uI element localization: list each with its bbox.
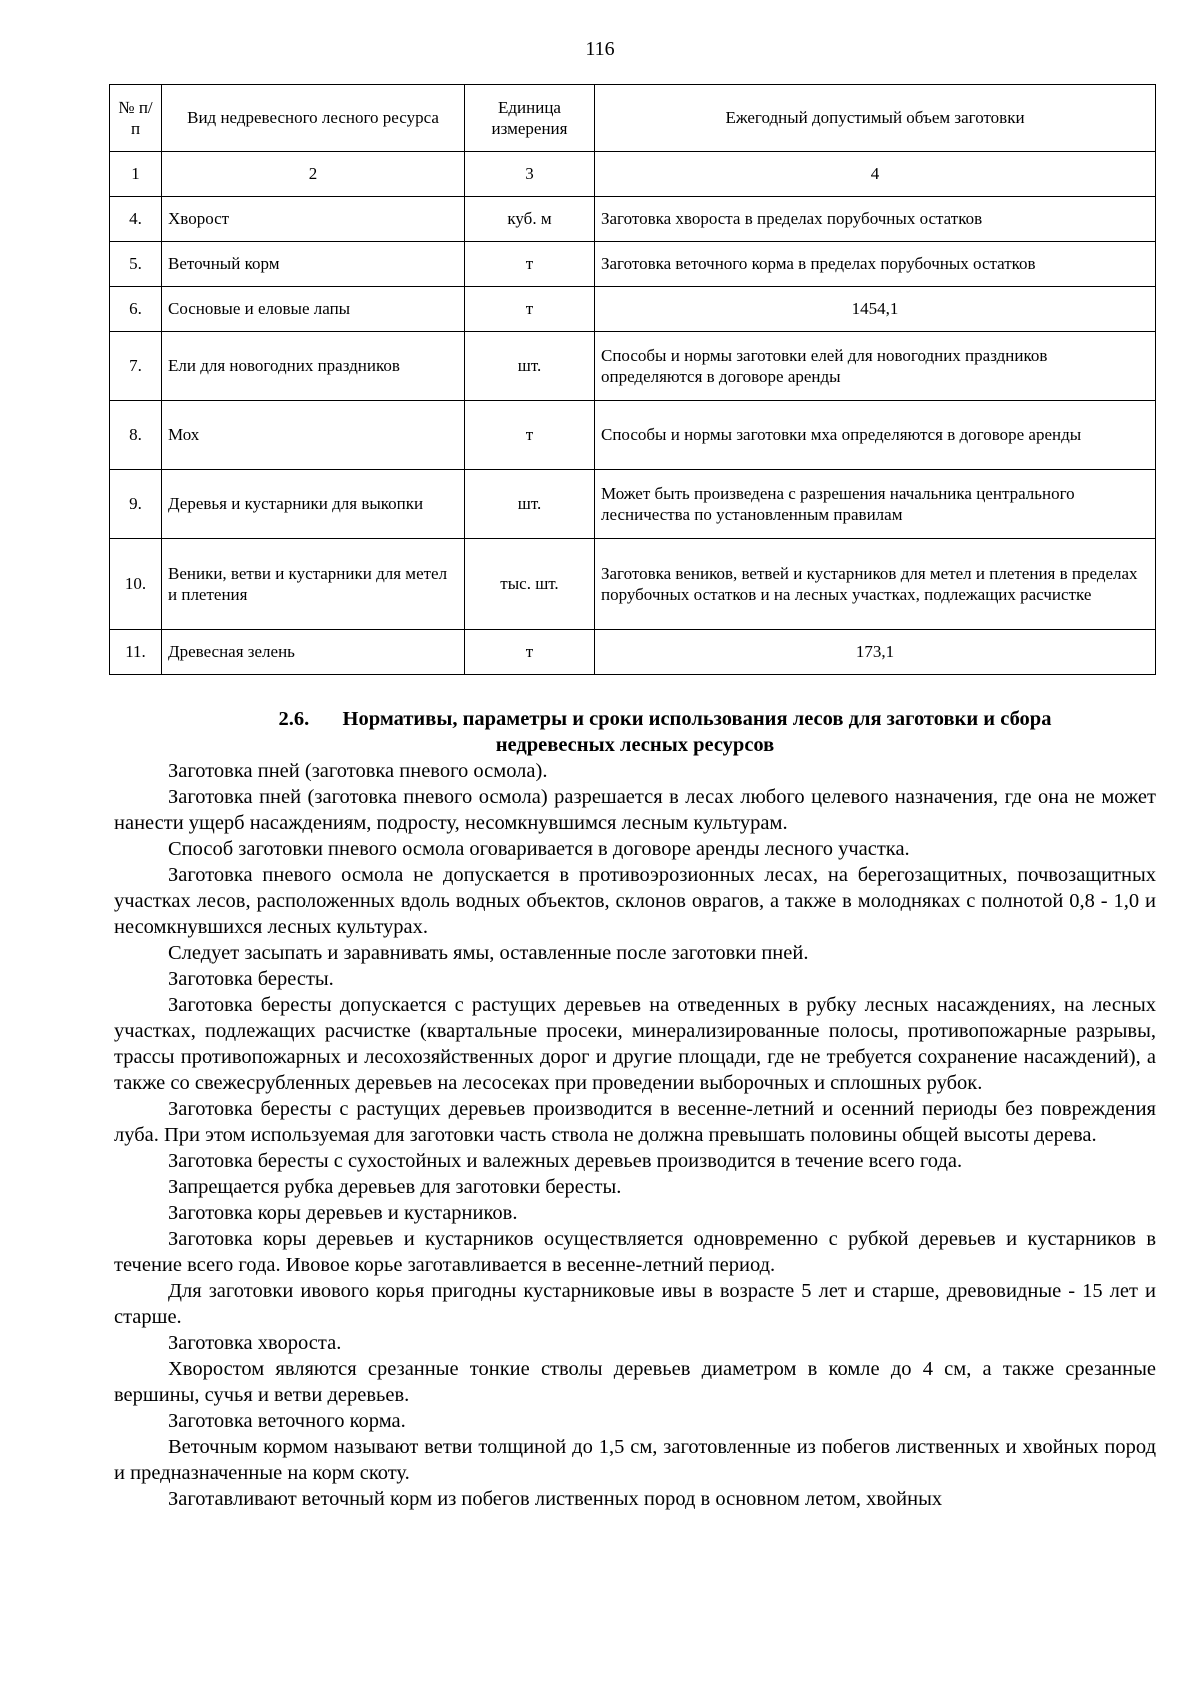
- row-volume: 1454,1: [595, 287, 1156, 332]
- row-number: 8.: [110, 401, 162, 470]
- paragraph: Заготовка пней (заготовка пневого осмола).: [168, 760, 548, 782]
- row-resource: Веники, ветви и кустарники для метел и плетения: [162, 539, 465, 630]
- header-cell-volume: Ежегодный допустимый объем заготовки: [595, 85, 1156, 152]
- column-number-row: [110, 152, 1156, 197]
- paragraph: Способ заготовки пневого осмола оговаривается в договоре аренды лесного участка.: [168, 838, 910, 860]
- paragraph: Веточным кормом называют ветви толщиной до 1,5 см, заготовленные из побегов лиственных и хвойных пород и предназначенные на корм скоту.: [114, 1436, 1156, 1484]
- table-row: [110, 401, 1156, 470]
- row-unit: тыс. шт.: [465, 539, 595, 630]
- row-number: 6.: [110, 287, 162, 332]
- paragraph: Следует засыпать и заравнивать ямы, оставленные после заготовки пней.: [168, 942, 809, 964]
- paragraph: Заготовка коры деревьев и кустарников.: [168, 1202, 518, 1224]
- row-resource: Древесная зелень: [162, 630, 465, 675]
- paragraph: Заготовка хвороста.: [168, 1332, 342, 1354]
- column-number-cell: 3: [465, 152, 595, 197]
- row-unit: шт.: [465, 332, 595, 401]
- column-number-cell: 4: [595, 152, 1156, 197]
- row-unit: шт.: [465, 470, 595, 539]
- paragraph: Для заготовки ивового корья пригодны кустарниковые ивы в возрасте 5 лет и старше, древовидные - 15 лет и старше.: [114, 1280, 1156, 1328]
- section-title-line2: недревесных лесных ресурсов: [495, 734, 775, 756]
- resources-table: [109, 84, 1156, 675]
- row-volume: Способы и нормы заготовки мха определяются в договоре аренды: [595, 401, 1156, 470]
- row-unit: т: [465, 630, 595, 675]
- table-row: [110, 197, 1156, 242]
- row-resource: Мох: [162, 401, 465, 470]
- table-row: [110, 242, 1156, 287]
- section-2-6: [114, 706, 1156, 1512]
- header-cell-number: № п/п: [110, 85, 162, 152]
- row-resource: Деревья и кустарники для выкопки: [162, 470, 465, 539]
- column-number-cell: 1: [110, 152, 162, 197]
- paragraph: Заготовка коры деревьев и кустарников осуществляется одновременно с рубкой деревьев и кустарников в течение всего года. Ивовое корье заготавливается в весенне-летний период.: [114, 1228, 1156, 1276]
- paragraph: Хворостом являются срезанные тонкие стволы деревьев диаметром в комле до 4 см, а также срезанные вершины, сучья и ветви деревьев.: [114, 1358, 1156, 1406]
- row-number: 9.: [110, 470, 162, 539]
- paragraph: Заготовка пней (заготовка пневого осмола) разрешается в лесах любого целевого назначения, где она не может нанести ущерб насаждениям, подросту, несомкнувшимся лесным культурам.: [114, 786, 1156, 834]
- table-row: [110, 630, 1156, 675]
- table-header-row: [110, 85, 1156, 152]
- paragraph: Заготовка бересты допускается с растущих деревьев на отведенных в рубку лесных насаждениях, на лесных участках, подлежащих расчистке (квартальные просеки, минерализированные полосы, противопожарные разрывы, трассы противопожарных и лесохозяйственных дорог и другие площади, где не требуется сохранение насаждений), а также со свежесрубленных деревьев на лесосеках при проведении выборочных и сплошных рубок.: [114, 994, 1156, 1094]
- row-unit: т: [465, 242, 595, 287]
- row-unit: куб. м: [465, 197, 595, 242]
- table-row: [110, 470, 1156, 539]
- row-unit: т: [465, 287, 595, 332]
- row-resource: Сосновые и еловые лапы: [162, 287, 465, 332]
- row-volume: Заготовка хвороста в пределах порубочных остатков: [595, 197, 1156, 242]
- paragraph: Заготовка бересты с растущих деревьев производится в весенне-летний и осенний периоды без повреждения луба. При этом используемая для заготовки часть ствола не должна превышать половины общей высоты дерева.: [114, 1098, 1156, 1146]
- row-volume: Может быть произведена с разрешения начальника центрального лесничества по установленным правилам: [595, 470, 1156, 539]
- row-number: 5.: [110, 242, 162, 287]
- row-number: 10.: [110, 539, 162, 630]
- row-volume: Способы и нормы заготовки елей для новогодних праздников определяются в договоре аренды: [595, 332, 1156, 401]
- row-volume: Заготовка веников, ветвей и кустарников для метел и плетения в пределах порубочных остатков и на лесных участках, подлежащих расчистке: [595, 539, 1156, 630]
- row-number: 7.: [110, 332, 162, 401]
- paragraph: Заготовка бересты с сухостойных и валежных деревьев производится в течение всего года.: [168, 1150, 963, 1172]
- header-cell-resource: Вид недревесного лесного ресурса: [162, 85, 465, 152]
- table-row: [110, 539, 1156, 630]
- row-volume: Заготовка веточного корма в пределах порубочных остатков: [595, 242, 1156, 287]
- header-cell-unit: Единица измерения: [465, 85, 595, 152]
- row-number: 11.: [110, 630, 162, 675]
- paragraph: Запрещается рубка деревьев для заготовки бересты.: [168, 1176, 622, 1198]
- section-title: [114, 706, 1156, 758]
- section-title-line1: Нормативы, параметры и сроки использования лесов для заготовки и сбора: [342, 708, 1052, 730]
- section-number: 2.6.: [278, 708, 310, 730]
- paragraph: Заготовка бересты.: [168, 968, 334, 990]
- paragraph: Заготовка веточного корма.: [168, 1410, 406, 1432]
- row-resource: Веточный корм: [162, 242, 465, 287]
- paragraph: Заготавливают веточный корм из побегов лиственных пород в основном летом, хвойных: [168, 1488, 943, 1510]
- table-row: [110, 287, 1156, 332]
- row-unit: т: [465, 401, 595, 470]
- table-row: [110, 332, 1156, 401]
- row-number: 4.: [110, 197, 162, 242]
- column-number-cell: 2: [162, 152, 465, 197]
- row-resource: Ели для новогодних праздников: [162, 332, 465, 401]
- page-number: 116: [585, 38, 615, 60]
- paragraph: Заготовка пневого осмола не допускается в противоэрозионных лесах, на берегозащитных, почвозащитных участках лесов, расположенных вдоль водных объектов, склонов оврагов, а также в молодняках с полнотой 0,8 - 1,0 и несомкнувшихся лесных культурах.: [114, 864, 1156, 938]
- row-resource: Хворост: [162, 197, 465, 242]
- row-volume: 173,1: [595, 630, 1156, 675]
